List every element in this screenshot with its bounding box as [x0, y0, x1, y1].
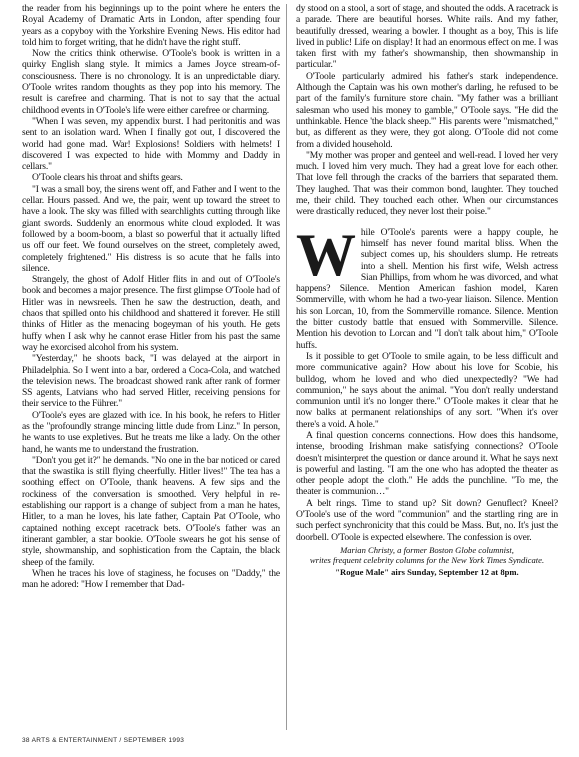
article-paragraph: "My mother was proper and genteel and well-read. I loved her very much. I loved him very much. They had a great love for each other. That love fell through the cracks of the barriers that separated them. They laughed. That was their common bond, laughter. They touched me, their child. They touched each other. When our circumstances were drastically reduced, they never lost their poise." [296, 149, 558, 218]
broadcast-note [296, 567, 558, 578]
article-paragraph: dy stood on a stool, a sort of stage, and shouted the odds. A racetrack is a parade. There are beautiful horses. White rails. And my father, beautifully dressed, wearing a bowler. I thought as a boy, This is life lived in public! Life on display! It had an enormous effect on me. I was taken first with my father's showmanship, then showmanship in particular." [296, 3, 558, 71]
broadcast-time: airs Sunday, September 12 at 8pm. [388, 566, 519, 577]
right-column [296, 3, 558, 577]
article-paragraph: "When I was seven, my appendix burst. I had peritonitis and was sent to an isolation ward. When I finally got out, I discovered the world had gone mad. War! Explosions! Soldiers with helmets! I discovered I was expected to hide with Mommy and Daddy in cellars." [22, 115, 280, 173]
drop-cap-letter: W [296, 221, 356, 288]
column-divider [286, 4, 287, 730]
article-paragraph: "Yesterday," he shoots back, "I was delayed at the airport in Philadelphia. So I went into a bar, ordered a Coca-Cola, and watched the television news. The broadcast showed rank after rank of former SS agents, Latvians who had served Hitler, receiving pensions for their service to the Führer." [22, 353, 280, 410]
article-paragraph: O'Toole clears his throat and shifts gears. [32, 172, 183, 184]
byline-line-1: Marian Christy, a former Boston Globe columnist, [340, 544, 514, 555]
dropcap-paragraph [296, 221, 558, 351]
left-column [22, 3, 280, 590]
article-paragraph: Now the critics think otherwise. O'Toole's book is written in a quirky English slang style. It mimics a James Joyce stream-of-consciousness. There is no chronology. It is an unpredictable diary. O'Toole writes random thoughts as they pop into his memory. The result is carefree and charming. That is not to say that the actual childhood events in O'Toole's life were either carefree or charming. [22, 48, 280, 116]
article-paragraph: When he traces his love of staginess, he focuses on "Daddy," the man he adored: "How I remember that Dad- [22, 567, 280, 591]
article-paragraph: A belt rings. Time to stand up? Sit down? Genuflect? Kneel? O'Toole's use of the word "communion" and the startling ring are in such perfect synchronicity that this could be Mass. But, no. It's just the doorbell. O'Toole is expected elsewhere. The confession is over. [296, 497, 558, 543]
article-paragraph: O'Toole particularly admired his father's stark independence. Although the Captain was his own mother's darling, he refused to be part of the family's furniture store chain. "My father was a brilliant salesman who used his money to gamble," O'Toole says. "He did the unthinkable. Hence 'the black sheep.'" His parents were "mismatched," but, as different as they were, they got along. O'Toole did not come from a divided household. [296, 70, 558, 150]
article-paragraph: A final question concerns connections. How does this handsome, intense, brooding Irishman make satisfying connections? O'Toole doesn't misinterpret the question or dance around it. What he says next is powerful and lasting. "I am the one who has adopted the theater as other people adopt the cloth." He adds the punchline. "To me, the theater is communion…" [296, 429, 558, 498]
byline-line-2: writes frequent celebrity columns for the New York Times Syndicate. [309, 555, 545, 566]
author-byline [296, 545, 558, 566]
page-footer: 38 ARTS & ENTERTAINMENT / SEPTEMBER 1993 [22, 737, 185, 744]
article-paragraph: Is it possible to get O'Toole to smile again, to be less difficult and more communicative again? How about his love for Scobie, his bulldog, whom he loved and who died unexpectedly? "We had communion," he says about the animal. "You don't really understand communion until it's no longer there." O'Toole makes it clear that he now balks at permanent relationships of any sort. "When it's over there's a void. A hole." [296, 350, 558, 430]
dropcap-paragraph-text: hile O'Toole's parents were a happy couple, he himself has never found marital bliss. When the subject comes up, his shoulders slump. He retreats into a shell. Mention his first wife, Welsh actress Sian Phillips, from whom he was divorced, and what happens? Silence. Mention American fashion model, Karen Sommerville, with whom he had a two-year liaison. Silence. Mention his son Lorcan, 10, from the Sommerville romance. Silence. Mention the bitter custody battle that ensued with Sommerville. Silence. Mention his devotion to Lorcan and "I don't talk about him," O'Toole huffs. [296, 226, 558, 351]
article-paragraph: the reader from his beginnings up to the point where he enters the Royal Academy of Dramatic Arts in London, after spending four years as a copyboy with the Yorkshire Evening News. His editor had told him to forget writing, that he didn't have the right stuff. [22, 3, 280, 48]
article-paragraph: "I was a small boy, the sirens went off, and Father and I went to the cellar. Hours passed. And we, the pair, went up toward the street to have a look. The sky was filled with searchlights cutting through like giant swords. Suddenly an enormous white cloud exploded. It was followed by a boom-boom, a blast so powerful that it actually lifted us off our feet. We found ourselves on the street, completely awed, completely frightened." His distress is so acute that he falls into silence. [22, 183, 280, 274]
article-paragraph: "Don't you get it?" he demands. "No one in the bar noticed or cared that the swastika is still flying cheerfully. Hitler lives!" The tea has a soothing effect on O'Toole, thank heavens. A few sips and the rockiness of the conversation is smoothed. Very helpful in re-establishing our rapport is a change of subject from a man he hates, Hitler, to a man he loves, his late father, Captain Pat O'Toole, who captained nothing except racetrack bets. O'Toole's father was an itinerant gambler, a star bookie. O'Toole swears he got his sense of style, showmanship, and sophistication from the Captain, the black sheep of the family. [22, 454, 280, 568]
program-title: "Rogue Male" [335, 566, 389, 577]
article-paragraph: Strangely, the ghost of Adolf Hitler flits in and out of O'Toole's book and becomes a major presence. The first glimpse O'Toole had of Hitler was in newsreels. Then he saw the destruction, death, and chaos that spilled onto his childhood and shattered it forever. He still thinks of Hitler as the menacing bogeyman of his youth. He gets huffy when I ask why he cannot erase Hitler from his past the same way he exorcised alcohol from his system. [22, 274, 280, 353]
article-paragraph: O'Toole's eyes are glazed with ice. In his book, he refers to Hitler as the "profoundly strange mincing little dude from Linz." In person, he wants to use expletives. But he treats me like a lady. On the other hand, he wants me to understand the frustration. [22, 409, 280, 455]
